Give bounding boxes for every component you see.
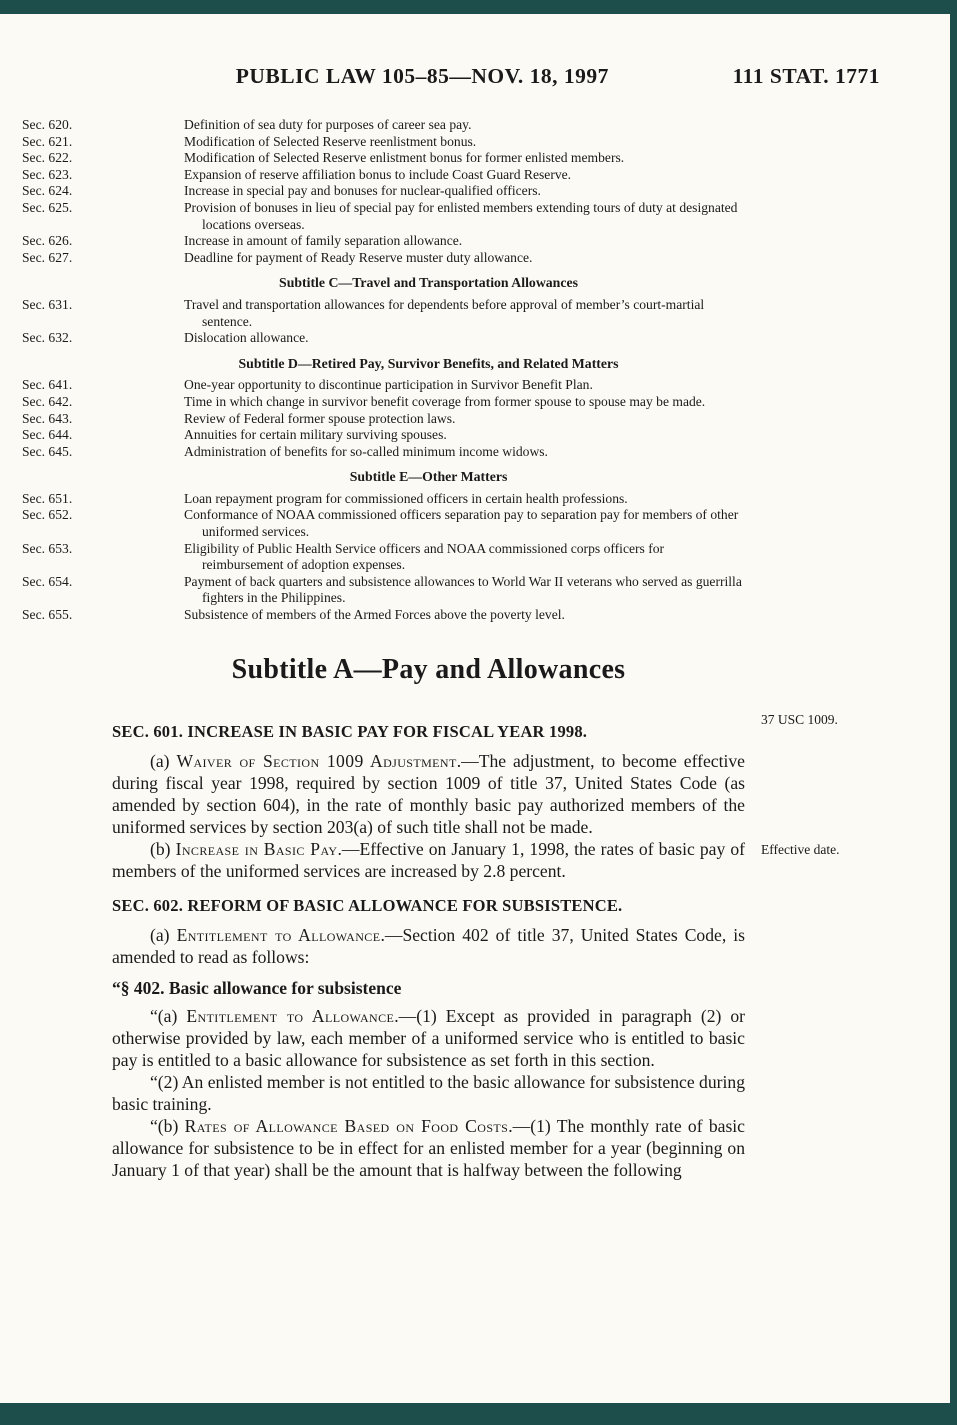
toc-entry [22, 410, 745, 428]
text-run: (b) [150, 838, 176, 859]
toc-entry-text: Travel and transportation allowances for dependents before approval of member’s court-martial sentence. [184, 296, 705, 329]
toc-subtitle-heading: Subtitle C—Travel and Transportation Allowances [279, 275, 578, 291]
margin-note [745, 1115, 945, 1119]
body-block [112, 838, 957, 882]
toc-entry [22, 573, 745, 607]
toc-entry-text: Definition of sea duty for purposes of career sea pay. [184, 117, 472, 132]
text-run: (a) [150, 924, 177, 945]
body-block [112, 1115, 957, 1181]
text-run: .—Section 402 of title 37, United States Code, is amended to read as follows: [112, 924, 745, 967]
quoted-heading: “§ 402. Basic allowance for subsistence [112, 977, 402, 998]
paragraph [112, 1071, 745, 1115]
toc-entry-text: Increase in amount of family separation allowance. [184, 233, 463, 249]
text-run: “(2) An enlisted member is not entitled to the basic allowance for subsistence during basic training. [112, 1071, 745, 1114]
toc-entry [22, 166, 745, 184]
margin-note [745, 882, 945, 886]
body-block [112, 968, 957, 1005]
body-block [112, 924, 957, 968]
toc-entry-text: Dislocation allowance. [184, 330, 309, 346]
toc-entry-number: Sec. 653. [22, 540, 73, 556]
toc-entry [22, 249, 745, 267]
margin-note [745, 750, 945, 754]
toc [22, 117, 745, 624]
margin-note [745, 1071, 945, 1075]
toc-entry-number: Sec. 641. [22, 377, 73, 393]
toc-entry-text: Deadline for payment of Ready Reserve muster duty allowance. [184, 249, 533, 265]
text-run: .—(1) The monthly rate of basic allowance for subsistence to be in effect for an enlisted member for a year (beginning on January 1 of that year) shall be the amount that is halfway between the following [112, 1115, 745, 1180]
text-run: .—(1) Except as provided in paragraph (2) or otherwise provided by law, each member of a uniformed service who is entitled to basic pay is entitled to a basic allowance for subsistence as set forth in this section. [112, 1005, 746, 1070]
toc-entry [22, 507, 745, 540]
toc-entry-number: Sec. 644. [22, 427, 73, 443]
toc-entry-number: Sec. 623. [22, 166, 73, 182]
subtitle-a-heading: Subtitle A—Pay and Allowances [231, 653, 626, 685]
toc-entry [22, 443, 745, 461]
body-block [112, 1005, 957, 1071]
toc-entry [22, 117, 745, 134]
toc-subtitle-heading: Subtitle E—Other Matters [349, 469, 508, 485]
body-block [112, 882, 957, 924]
toc-entry [22, 183, 745, 200]
toc-entry-text: Time in which change in survivor benefit coverage from former spouse to spouse may be made. [184, 393, 706, 409]
text-run: “(b) [150, 1115, 185, 1136]
toc-entry-number: Sec. 627. [22, 249, 73, 265]
toc-entry-number: Sec. 631. [22, 296, 73, 312]
stat-page-reference: 111 STAT. 1771 [732, 64, 880, 88]
body-block [112, 708, 957, 750]
toc-entry-text: Modification of Selected Reserve enlistment bonus for former enlisted members. [184, 150, 625, 166]
toc-entry [22, 233, 745, 250]
toc-entry [22, 393, 745, 411]
toc-entry-text: One-year opportunity to discontinue participation in Survivor Benefit Plan. [184, 377, 593, 393]
smallcaps-run: Increase in Basic Pay [175, 838, 338, 859]
toc-entry-number: Sec. 642. [22, 393, 73, 409]
paragraph [112, 838, 745, 882]
toc-entry-text: Modification of Selected Reserve reenlistment bonus. [184, 133, 477, 149]
section-heading: SEC. 601. INCREASE IN BASIC PAY FOR FISCAL YEAR 1998. [112, 721, 588, 741]
page-right-edge-bar [950, 0, 957, 1425]
toc-entry-text: Annuities for certain military surviving spouses. [184, 427, 447, 443]
toc-entry-number: Sec. 624. [22, 183, 73, 199]
toc-entry-number: Sec. 651. [22, 490, 73, 506]
toc-entry-text: Eligibility of Public Health Service officers and NOAA commissioned corps officers for reimbursement of adoption expenses. [184, 540, 665, 573]
toc-entry [22, 607, 745, 624]
page-header [112, 64, 880, 89]
toc-entry-number: Sec. 625. [22, 199, 73, 215]
toc-entry-text: Provision of bonuses in lieu of special pay for enlisted members extending tours of duty at designated locations overseas. [184, 199, 738, 232]
page-bottom-edge-bar [0, 1403, 957, 1425]
text-run: (a) [150, 750, 177, 771]
toc-subtitle-heading: Subtitle D—Retired Pay, Survivor Benefits, and Related Matters [238, 355, 619, 371]
toc-entry-text: Payment of back quarters and subsistence allowances to World War II veterans who served as guerrilla fighters in the Philippines. [184, 573, 742, 606]
toc-entry-text: Subsistence of members of the Armed Forces above the poverty level. [184, 607, 565, 623]
toc-entry [22, 133, 745, 151]
toc-entry-number: Sec. 643. [22, 410, 73, 426]
law-title: PUBLIC LAW 105–85—NOV. 18, 1997 [235, 64, 609, 88]
smallcaps-run: Entitlement to Allowance [186, 1005, 395, 1026]
smallcaps-run: Entitlement to Allowance [176, 924, 381, 945]
toc-entry-number: Sec. 652. [22, 507, 73, 523]
toc-entry [22, 150, 745, 167]
toc-entry-number: Sec. 632. [22, 330, 73, 346]
toc-entry-number: Sec. 655. [22, 607, 73, 623]
toc-entry [22, 427, 745, 444]
toc-entry-number: Sec. 645. [22, 443, 73, 459]
toc-entry-number: Sec. 654. [22, 573, 73, 589]
page-top-edge-bar [0, 0, 957, 14]
toc-entry-number: Sec. 626. [22, 233, 73, 249]
toc-entry-number: Sec. 622. [22, 150, 73, 166]
toc-entry-text: Review of Federal former spouse protection laws. [184, 410, 456, 426]
toc-entry-text: Administration of benefits for so-called minimum income widows. [184, 443, 548, 459]
toc-entry-text: Loan repayment program for commissioned officers in certain health professions. [184, 490, 628, 506]
margin-note [745, 968, 945, 972]
toc-entry-text: Increase in special pay and bonuses for nuclear-qualified officers. [184, 183, 541, 199]
toc-entry-number: Sec. 621. [22, 133, 73, 149]
margin-note [745, 1005, 945, 1009]
toc-entry-text: Conformance of NOAA commissioned officers separation pay to separation pay for members of other uniformed services. [184, 507, 739, 540]
paragraph [112, 1005, 745, 1071]
toc-entry [22, 330, 745, 347]
text-run: .—Effective on January 1, 1998, the rates of basic pay of members of the uniformed services are increased by 2.8 percent. [112, 838, 745, 881]
body-block [112, 750, 957, 838]
paragraph [112, 1115, 745, 1181]
text-run: .—The adjustment, to become effective during fiscal year 1998, required by section 1009 of title 37, United States Code (as amended by section 604), in the rate of monthly basic pay authorized members of the uniformed services by section 203(a) of such title shall not be made. [112, 750, 745, 837]
smallcaps-run: Rates of Allowance Based on Food Costs [184, 1115, 509, 1136]
margin-note: Effective date. [761, 841, 840, 857]
toc-entry [22, 377, 745, 394]
smallcaps-run: Waiver of Section 1009 Adjustment [176, 750, 457, 771]
toc-entry [22, 540, 745, 574]
toc-entry-text: Expansion of reserve affiliation bonus to include Coast Guard Reserve. [184, 166, 572, 182]
toc-entry [22, 296, 745, 330]
body-blocks [112, 708, 957, 1181]
margin-note: 37 USC 1009. [761, 711, 838, 727]
toc-entry [22, 199, 745, 233]
margin-note [745, 924, 945, 928]
text-run: “(a) [150, 1005, 187, 1026]
toc-entry-number: Sec. 620. [22, 117, 73, 132]
body-block [112, 1071, 957, 1115]
paragraph [112, 750, 745, 838]
section-heading: SEC. 602. REFORM OF BASIC ALLOWANCE FOR SUBSISTENCE. [112, 895, 623, 915]
paragraph [112, 924, 745, 968]
toc-entry [22, 490, 745, 508]
